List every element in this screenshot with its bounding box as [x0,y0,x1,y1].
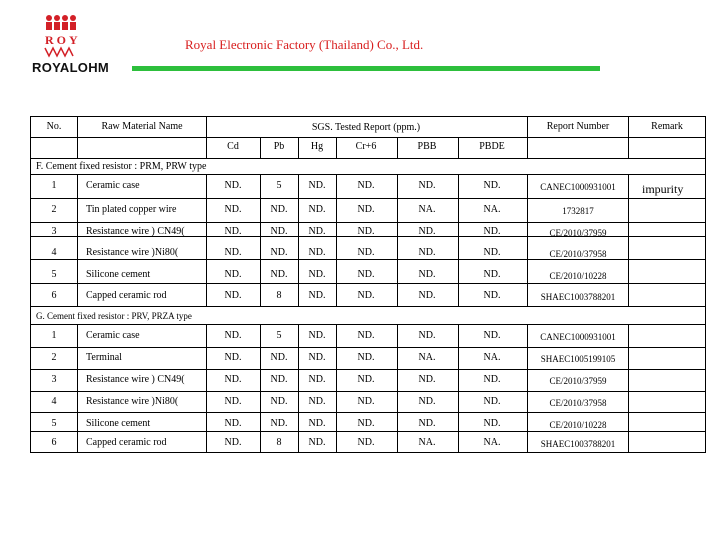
f-row-2-cd: ND. [224,204,242,215]
f-row-4-no: 4 [51,247,57,258]
f-row-4-report: CE/2010/37958 [549,249,607,259]
g-row-6-cr: ND. [357,437,375,448]
f-row-5-hg: ND. [308,269,326,280]
g-row-5-cr: ND. [357,418,375,429]
f-row-1-cr: ND. [357,180,375,191]
header-cd: Cd [227,141,239,152]
header-hg: Hg [310,141,324,152]
header-raw-material: Raw Material Name [101,121,183,132]
f-row-6-report: SHAEC1003788201 [540,292,616,302]
f-row-2-no: 2 [51,204,57,215]
f-row-6-pbb: ND. [418,290,436,301]
f-row-6-no: 6 [51,290,57,301]
g-row-6-pbb: NA. [418,437,436,448]
g-row-6-no: 6 [51,437,57,448]
f-row-1-no: 1 [51,180,57,191]
f-row-5-report: CE/2010/10228 [549,271,607,281]
g-row-4-report: CE/2010/37958 [549,398,607,408]
logo-wordmark: ROYALOHM [32,60,110,75]
g-row-2-name: Terminal [86,352,122,363]
f-row-6-cr: ND. [357,290,375,301]
header-cr6: Cr+6 [355,141,377,152]
g-row-4-cd: ND. [224,396,242,407]
f-row-6-pbde: ND. [483,290,501,301]
f-row-4-hg: ND. [308,247,326,258]
g-row-3-pb: ND. [270,374,288,385]
f-row-4-name: Resistance wire )Ni80( [86,247,179,258]
f-row-3-pbde: ND. [483,226,501,237]
logo-mark-icon [31,12,131,62]
f-row-4-cd: ND. [224,247,242,258]
f-row-2-cr: ND. [357,204,375,215]
g-row-4-pb: ND. [270,396,288,407]
f-row-5-pbde: ND. [483,269,501,280]
f-row-4-pbde: ND. [483,247,501,258]
f-row-4-pb: ND. [270,247,288,258]
f-row-3-name: Resistance wire ) CN49( [86,226,185,237]
g-row-1-hg: ND. [308,330,326,341]
g-row-3-pbb: ND. [418,374,436,385]
g-row-3-cr: ND. [357,374,375,385]
g-row-1-pb: 5 [276,330,282,341]
f-row-1-hg: ND. [308,180,326,191]
f-row-1-pb: 5 [276,180,282,191]
g-row-3-name: Resistance wire ) CN49( [86,374,185,385]
g-row-4-cr: ND. [357,396,375,407]
g-row-3-no: 3 [51,374,57,385]
f-row-5-no: 5 [51,269,57,280]
g-row-2-pb: ND. [270,352,288,363]
header-report-number: Report Number [546,121,610,132]
g-row-6-hg: ND. [308,437,326,448]
f-row-5-name: Silicone cement [86,269,151,280]
company-name: Royal Electronic Factory (Thailand) Co., Ltd. [185,37,424,52]
header-remark: Remark [651,121,683,132]
f-row-5-pbb: ND. [418,269,436,280]
f-row-2-report: 1732817 [562,206,594,216]
f-row-6-pb: 8 [276,290,282,301]
f-row-3-cd: ND. [224,226,242,237]
g-row-4-no: 4 [51,396,57,407]
section-title-f: F. Cement fixed resistor : PRM, PRW type [36,161,207,172]
f-row-1-pbde: ND. [483,180,501,191]
g-row-1-name: Ceramic case [86,330,140,341]
g-row-6-pb: 8 [276,437,282,448]
remark-impurity: impurity [642,182,684,196]
g-row-3-pbde: ND. [483,374,501,385]
g-row-5-name: Silicone cement [86,418,151,429]
g-row-1-no: 1 [51,330,57,341]
g-row-2-hg: ND. [308,352,326,363]
g-row-2-report: SHAEC1005199105 [540,354,616,364]
f-row-3-hg: ND. [308,226,326,237]
g-row-1-cd: ND. [224,330,242,341]
f-row-2-pb: ND. [270,204,288,215]
f-row-2-hg: ND. [308,204,326,215]
f-row-6-cd: ND. [224,290,242,301]
logo-mark-text: ROY [45,33,81,47]
g-row-3-report: CE/2010/37959 [549,376,607,386]
g-row-5-no: 5 [51,418,57,429]
g-row-4-pbde: ND. [483,396,501,407]
section-title-g: G. Cement fixed resistor : PRV, PRZA type [36,311,192,321]
g-row-6-report: SHAEC1003788201 [540,439,616,449]
header-pb: Pb [273,141,285,152]
g-row-1-report: CANEC1000931001 [540,332,616,342]
f-row-5-cd: ND. [224,269,242,280]
g-row-2-cr: ND. [357,352,375,363]
g-row-3-hg: ND. [308,374,326,385]
g-row-5-pb: ND. [270,418,288,429]
header-pbde: PBDE [479,141,505,152]
g-row-6-cd: ND. [224,437,242,448]
g-row-6-pbde: NA. [483,437,501,448]
f-row-1-cd: ND. [224,180,242,191]
f-row-3-pbb: ND. [418,226,436,237]
g-row-4-name: Resistance wire )Ni80( [86,396,179,407]
f-row-3-report: CE/2010/37959 [549,228,607,238]
g-row-1-pbde: ND. [483,330,501,341]
g-row-2-pbde: NA. [483,352,501,363]
f-row-4-cr: ND. [357,247,375,258]
f-row-3-pb: ND. [270,226,288,237]
g-row-4-hg: ND. [308,396,326,407]
f-row-1-report: CANEC1000931001 [540,182,616,192]
f-row-5-cr: ND. [357,269,375,280]
g-row-5-report: CE/2010/10228 [549,420,607,430]
f-row-2-pbb: NA. [418,204,436,215]
sgs-report-table [30,116,706,453]
header-sgs-report: SGS. Tested Report (ppm.) [311,122,421,133]
f-row-2-name: Tin plated copper wire [86,204,177,215]
g-row-2-pbb: NA. [418,352,436,363]
g-row-3-cd: ND. [224,374,242,385]
g-row-5-hg: ND. [308,418,326,429]
g-row-5-cd: ND. [224,418,242,429]
green-divider-bar [132,66,600,71]
f-row-4-pbb: ND. [418,247,436,258]
f-row-5-pb: ND. [270,269,288,280]
g-row-5-pbde: ND. [483,418,501,429]
header-no: No. [46,121,62,132]
g-row-2-no: 2 [51,352,57,363]
f-row-6-hg: ND. [308,290,326,301]
header-pbb: PBB [417,141,437,152]
f-row-2-pbde: NA. [483,204,501,215]
f-row-6-name: Capped ceramic rod [86,290,167,301]
g-row-6-name: Capped ceramic rod [86,437,167,448]
g-row-5-pbb: ND. [418,418,436,429]
f-row-1-name: Ceramic case [86,180,140,191]
g-row-1-cr: ND. [357,330,375,341]
f-row-3-cr: ND. [357,226,375,237]
g-row-4-pbb: ND. [418,396,436,407]
f-row-1-pbb: ND. [418,180,436,191]
f-row-3-no: 3 [51,226,57,237]
g-row-2-cd: ND. [224,352,242,363]
g-row-1-pbb: ND. [418,330,436,341]
